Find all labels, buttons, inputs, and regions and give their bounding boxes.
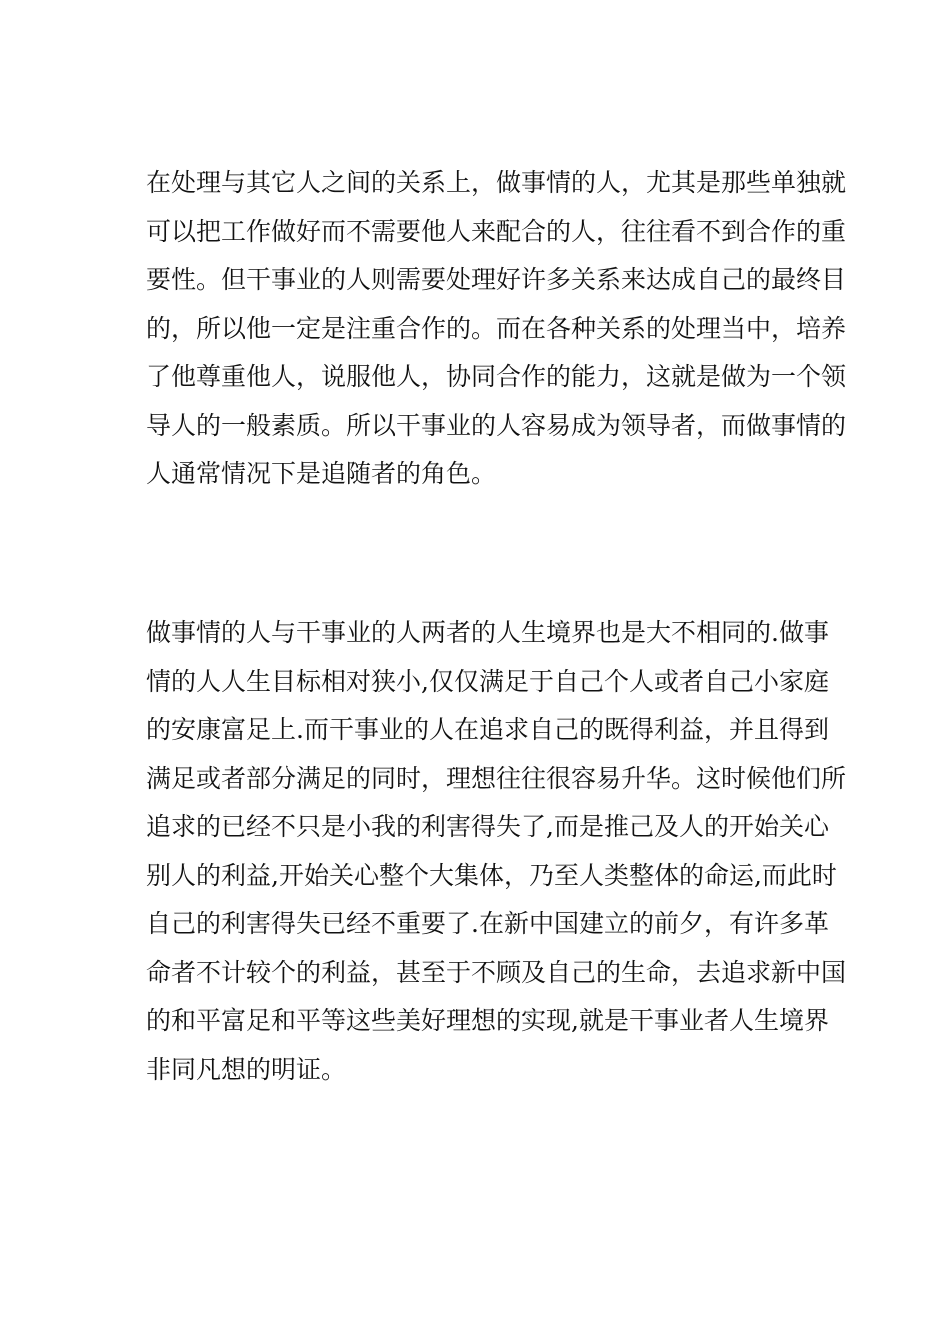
text-line: 情的人人生目标相对狭小,仅仅满足于自己个人或者自己小家庭 [146,666,829,696]
text-line: 命者不计较个的利益，甚至于不顾及自己的生命，去追求新中国 [146,957,847,987]
text-line: 自己的利害得失已经不重要了.在新中国建立的前夕，有许多革 [146,909,829,938]
text-line: 的安康富足上.而干事业的人在追求自己的既得利益，并且得到 [146,715,829,744]
text-line: 的，所以他一定是注重合作的。而在各种关系的处理当中，培养 [146,313,847,343]
paragraph-2 [146,609,847,1094]
text-line: 人通常情况下是追随者的角色。 [146,459,497,488]
text-line: 可以把工作做好而不需要他人来配合的人，往往看不到合作的重 [146,216,847,246]
text-line: 了他尊重他人，说服他人，协同合作的能力，这就是做为一个领 [146,362,847,391]
text-line: 做事情的人与干事业的人两者的人生境界也是大不相同的.做事 [146,618,829,647]
text-line: 要性。但干事业的人则需要处理好许多关系来达成自己的最终目 [146,265,847,294]
text-line: 非同凡想的明证。 [146,1054,347,1084]
text-line: 追求的已经不只是小我的利害得失了,而是推己及人的开始关心 [146,812,829,841]
text-line: 导人的一般素质。所以干事业的人容易成为领导者，而做事情的 [146,410,847,440]
paragraph-1 [146,159,847,499]
text-line: 别人的利益,开始关心整个大集体，乃至人类整体的命运,而此时 [146,860,837,890]
text-line: 的和平富足和平等这些美好理想的实现,就是干事业者人生境界 [146,1006,829,1035]
text-line: 满足或者部分满足的同时，理想往往很容易升华。这时候他们所 [146,763,847,793]
text-line: 在处理与其它人之间的关系上，做事情的人，尤其是那些单独就 [146,168,847,197]
